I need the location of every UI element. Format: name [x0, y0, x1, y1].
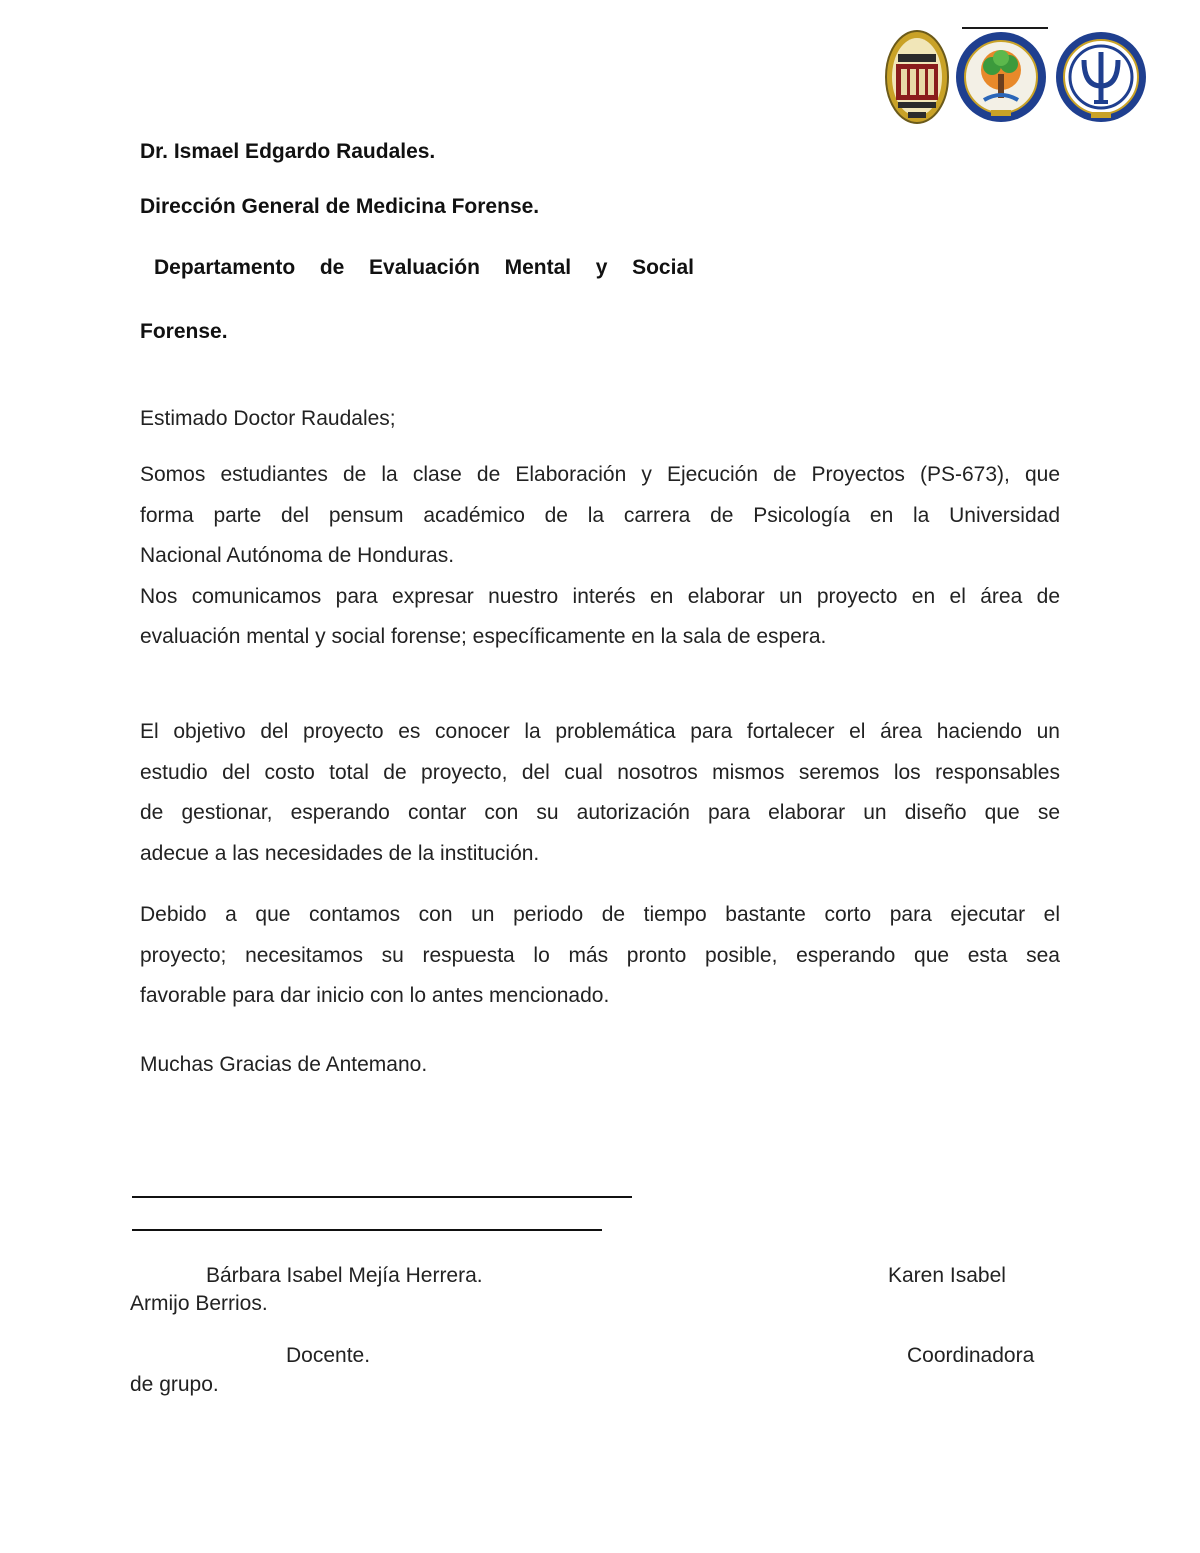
paragraph-line: Debido a que contamos con un periodo de tiempo bastante corto para ejecutar el	[140, 903, 1060, 926]
department-word: Mental	[504, 256, 572, 279]
signer1-role: Docente.	[286, 1344, 371, 1367]
department-word: de	[319, 256, 345, 279]
recipient-direction: Dirección General de Medicina Forense.	[140, 195, 540, 218]
paragraph-line: forma parte del pensum académico de la carrera de Psicología en la Universidad	[140, 503, 1060, 527]
signer2-role: Coordinadora	[907, 1344, 1035, 1367]
paragraph-line: Somos estudiantes de la clase de Elaboración y Ejecución de Proyectos (PS-673), que	[140, 463, 1060, 486]
closing-text: Muchas Gracias de Antemano.	[140, 1053, 428, 1076]
signature-line	[132, 1229, 602, 1231]
paragraph-line: favorable para dar inicio con lo antes mencionado.	[140, 984, 610, 1007]
psicologia-logo	[1054, 28, 1148, 126]
paragraph-line: El objetivo del proyecto es conocer la problemática para fortalecer el área haciendo un	[140, 720, 1060, 743]
signer2-name: Karen Isabel	[888, 1264, 1006, 1287]
department-word: Social	[632, 256, 694, 279]
recipient-name: Dr. Ismael Edgardo Raudales.	[140, 140, 436, 163]
body-paragraph	[140, 455, 1060, 658]
header-logos	[880, 26, 1150, 130]
signer2-role-continued: de grupo.	[130, 1373, 219, 1396]
paragraph-line: Nacional Autónoma de Honduras.	[140, 544, 455, 567]
recipient-department	[154, 256, 694, 280]
greeting	[140, 399, 1060, 440]
paragraph-line: adecue a las necesidades de la institución.	[140, 841, 540, 865]
department-word: y	[595, 256, 608, 279]
unah-seal-logo	[884, 28, 950, 126]
paragraph-line: de gestionar, esperando contar con su autorización para elaborar un diseño que se	[140, 801, 1060, 824]
paragraph-line: evaluación mental y social forense; específicamente en la sala de espera.	[140, 625, 827, 648]
closing	[140, 1045, 1060, 1086]
signature-line	[132, 1196, 632, 1198]
signer1-name: Bárbara Isabel Mejía Herrera.	[206, 1264, 483, 1287]
paragraph-line: Nos comunicamos para expresar nuestro interés en elaborar un proyecto en el área de	[140, 584, 1060, 608]
department-word: Departamento	[154, 256, 296, 279]
paragraph-line: estudio del costo total de proyecto, del cual nosotros mismos seremos los responsables	[140, 760, 1060, 784]
ciencias-sociales-logo	[954, 28, 1048, 126]
body-paragraph	[140, 895, 1060, 1017]
signer2-name-continued: Armijo Berrios.	[130, 1292, 268, 1315]
recipient-department-end: Forense.	[140, 320, 228, 343]
body-paragraph	[140, 712, 1060, 874]
department-word: Evaluación	[369, 256, 480, 279]
greeting-text: Estimado Doctor Raudales;	[140, 407, 396, 430]
paragraph-line: proyecto; necesitamos su respuesta lo más pronto posible, esperando que esta sea	[140, 943, 1060, 967]
